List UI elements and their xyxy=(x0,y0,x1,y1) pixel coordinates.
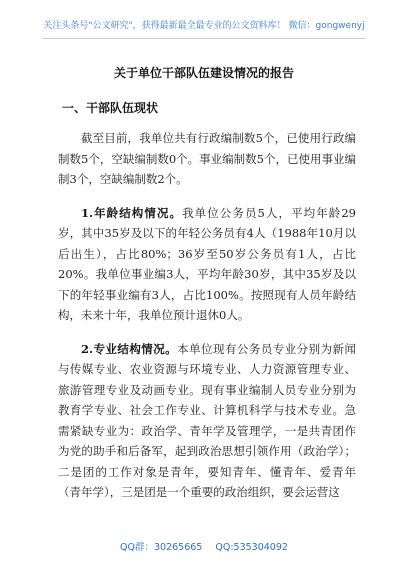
paragraph-lead: 2.专业结构情况。 xyxy=(81,341,178,356)
paragraph-text: 我单位公务员5人，平均年龄29岁，其中35岁及以下的年轻公务员有4人（1988年10月以后出生），占比80%；36岁至50岁公务员有1人，占比20%。我单位事业编3人，平均年龄30岁，其中35岁及以下的年轻事业编有3人，占比100%。按照现有人员年龄结构，未来十年，我单位预计退休0人。 xyxy=(58,205,356,322)
paragraph-text: 本单位现有公务员专业分别为新闻与传媒专业、农业资源与环境专业、人力资源管理专业、旅游管理专业及动画专业。现有事业编制人员专业分别为教育学专业、社会工作专业、计算机科学与技术专业。急需紧缺专业为：政治学、青年学及管理学，一是共青团作为党的助手和后备军，起到政治思想引领作用（政治学）；二是团的工作对象是青年，要知青年、懂青年、爱青年（青年学），三是团是一个重要的政治组织，要会运营这 xyxy=(58,341,356,499)
footer-contact xyxy=(0,539,408,553)
paragraph-age-structure xyxy=(58,203,356,326)
footer-qq: QQ:535304092 xyxy=(215,542,288,553)
document-title: 关于单位干部队伍建设情况的报告 xyxy=(113,66,294,80)
document-body xyxy=(58,128,356,516)
paragraph-professional-structure xyxy=(58,339,356,503)
paragraph-staffing: 截至目前，我单位共有行政编制数5个，已使用行政编制数5个，空缺编制数0个。事业编制数5个，已使用事业编制3个，空缺编制数2个。 xyxy=(58,131,356,186)
paragraph-lead: 1.年龄结构情况。 xyxy=(81,205,183,220)
section-heading: 一、干部队伍现状 xyxy=(62,101,159,115)
header-banner: 关注头条号"公文研究"，获得最新最全最专业的公文资料库！ 微信：gongwenyj xyxy=(43,21,365,31)
footer-qq-group: QQ群：30265665 xyxy=(120,542,203,553)
header-divider xyxy=(42,38,366,39)
